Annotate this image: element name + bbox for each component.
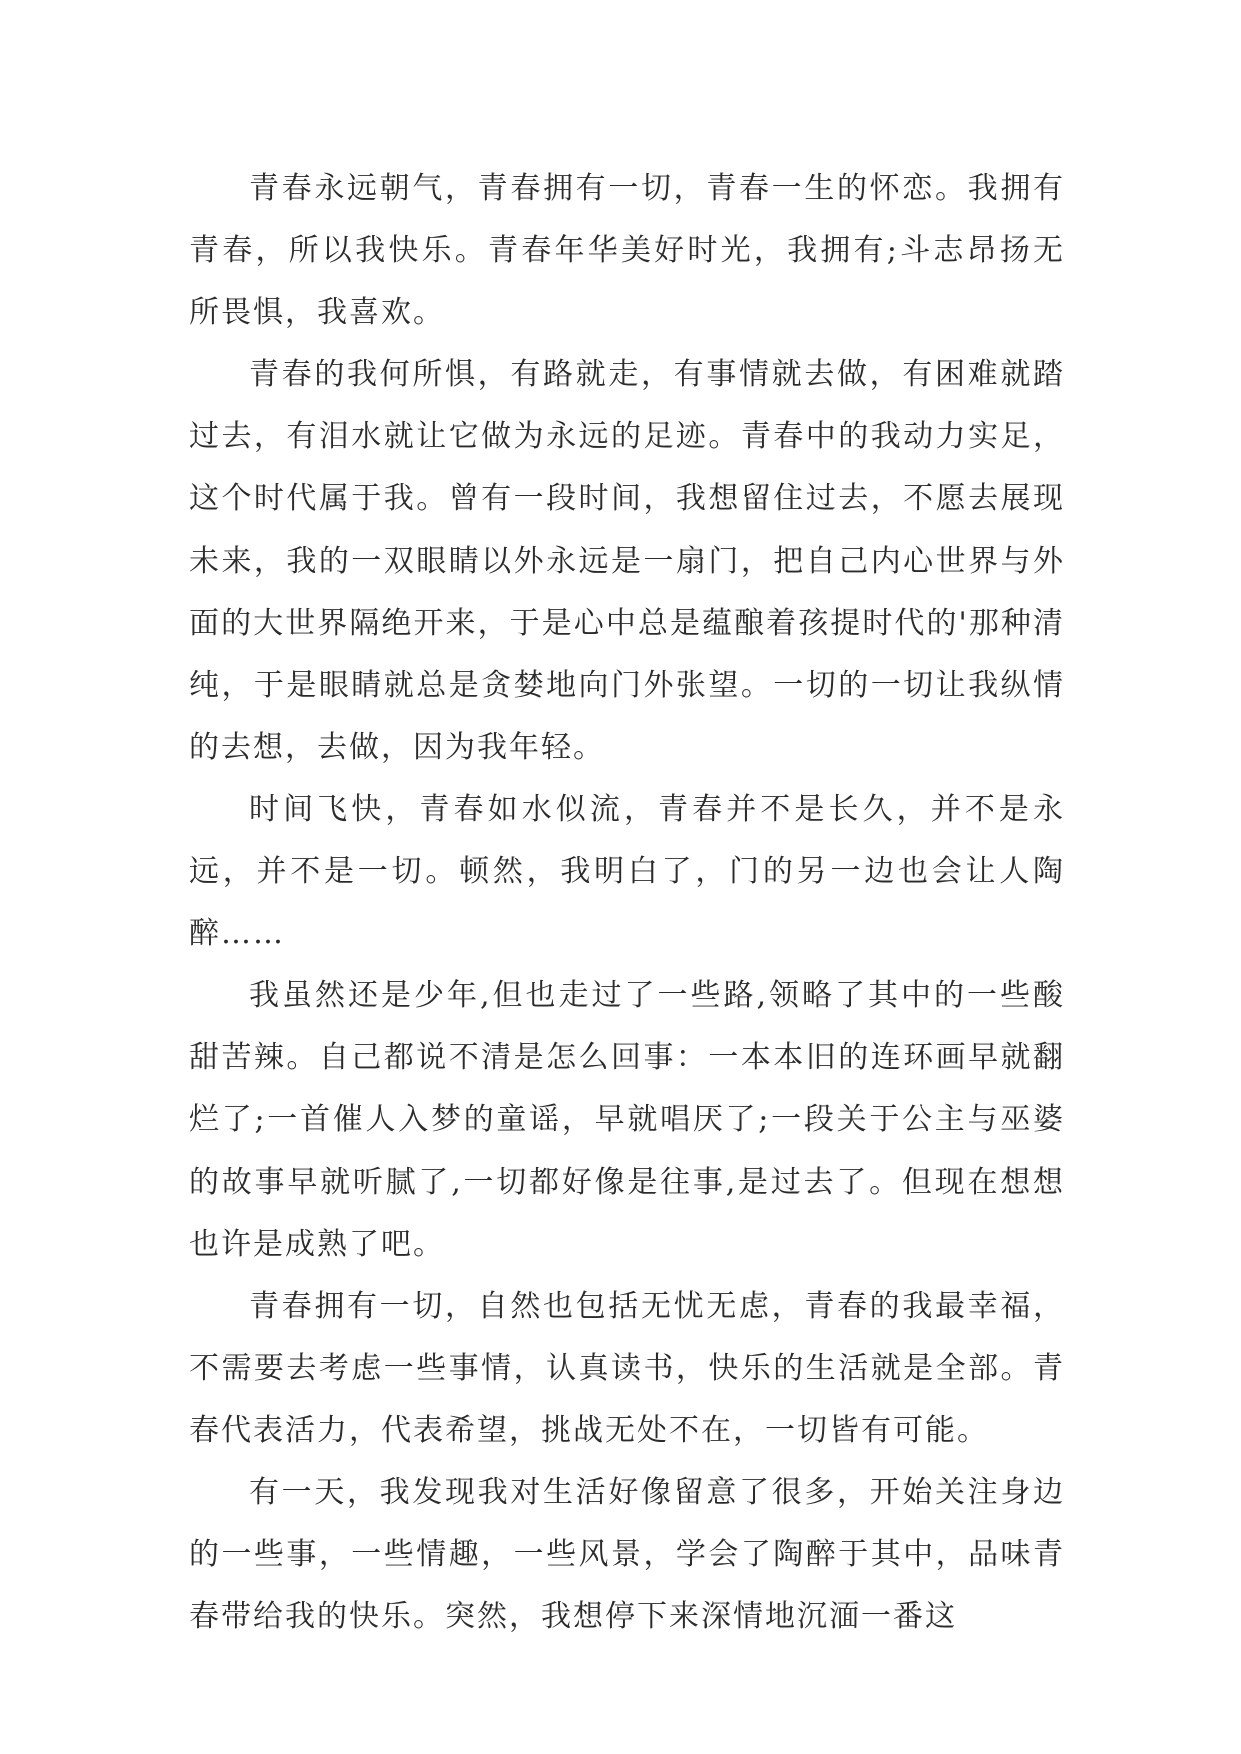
paragraph-4: 我虽然还是少年,但也走过了一些路,领略了其中的一些酸甜苦辣。自己都说不清是怎么回事：一本本旧的连环画早就翻烂了;一首催人入梦的童谣，早就唱厌了;一段关于公主与巫婆的故事早就听腻了,一切都好像是往事,是过去了。但现在想想也许是成熟了吧。 [189, 978, 1065, 1262]
document-body [189, 158, 1065, 1648]
paragraph-1: 青春永远朝气，青春拥有一切，青春一生的怀恋。我拥有青春，所以我快乐。青春年华美好时光，我拥有;斗志昂扬无所畏惧，我喜欢。 [189, 171, 1065, 331]
paragraph-5: 青春拥有一切，自然也包括无忧无虑，青春的我最幸福，不需要去考虑一些事情，认真读书，快乐的生活就是全部。青春代表活力，代表希望，挑战无处不在，一切皆有可能。 [189, 1288, 1065, 1448]
paragraph-2: 青春的我何所惧，有路就走，有事情就去做，有困难就踏过去，有泪水就让它做为永远的足迹。青春中的我动力实足，这个时代属于我。曾有一段时间，我想留住过去，不愿去展现未来，我的一双眼睛以外永远是一扇门，把自己内心世界与外面的大世界隔绝开来，于是心中总是蕴酿着孩提时代的'那种清纯，于是眼睛就总是贪婪地向门外张望。一切的一切让我纵情的去想，去做，因为我年轻。 [189, 357, 1065, 765]
paragraph-6: 有一天，我发现我对生活好像留意了很多，开始关注身边的一些事，一些情趣，一些风景，学会了陶醉于其中，品味青春带给我的快乐。突然，我想停下来深情地沉湎一番这 [189, 1474, 1065, 1635]
paragraph-3: 时间飞快，青春如水似流，青春并不是长久，并不是永远，并不是一切。顿然，我明白了，门的另一边也会让人陶醉…… [189, 791, 1065, 952]
